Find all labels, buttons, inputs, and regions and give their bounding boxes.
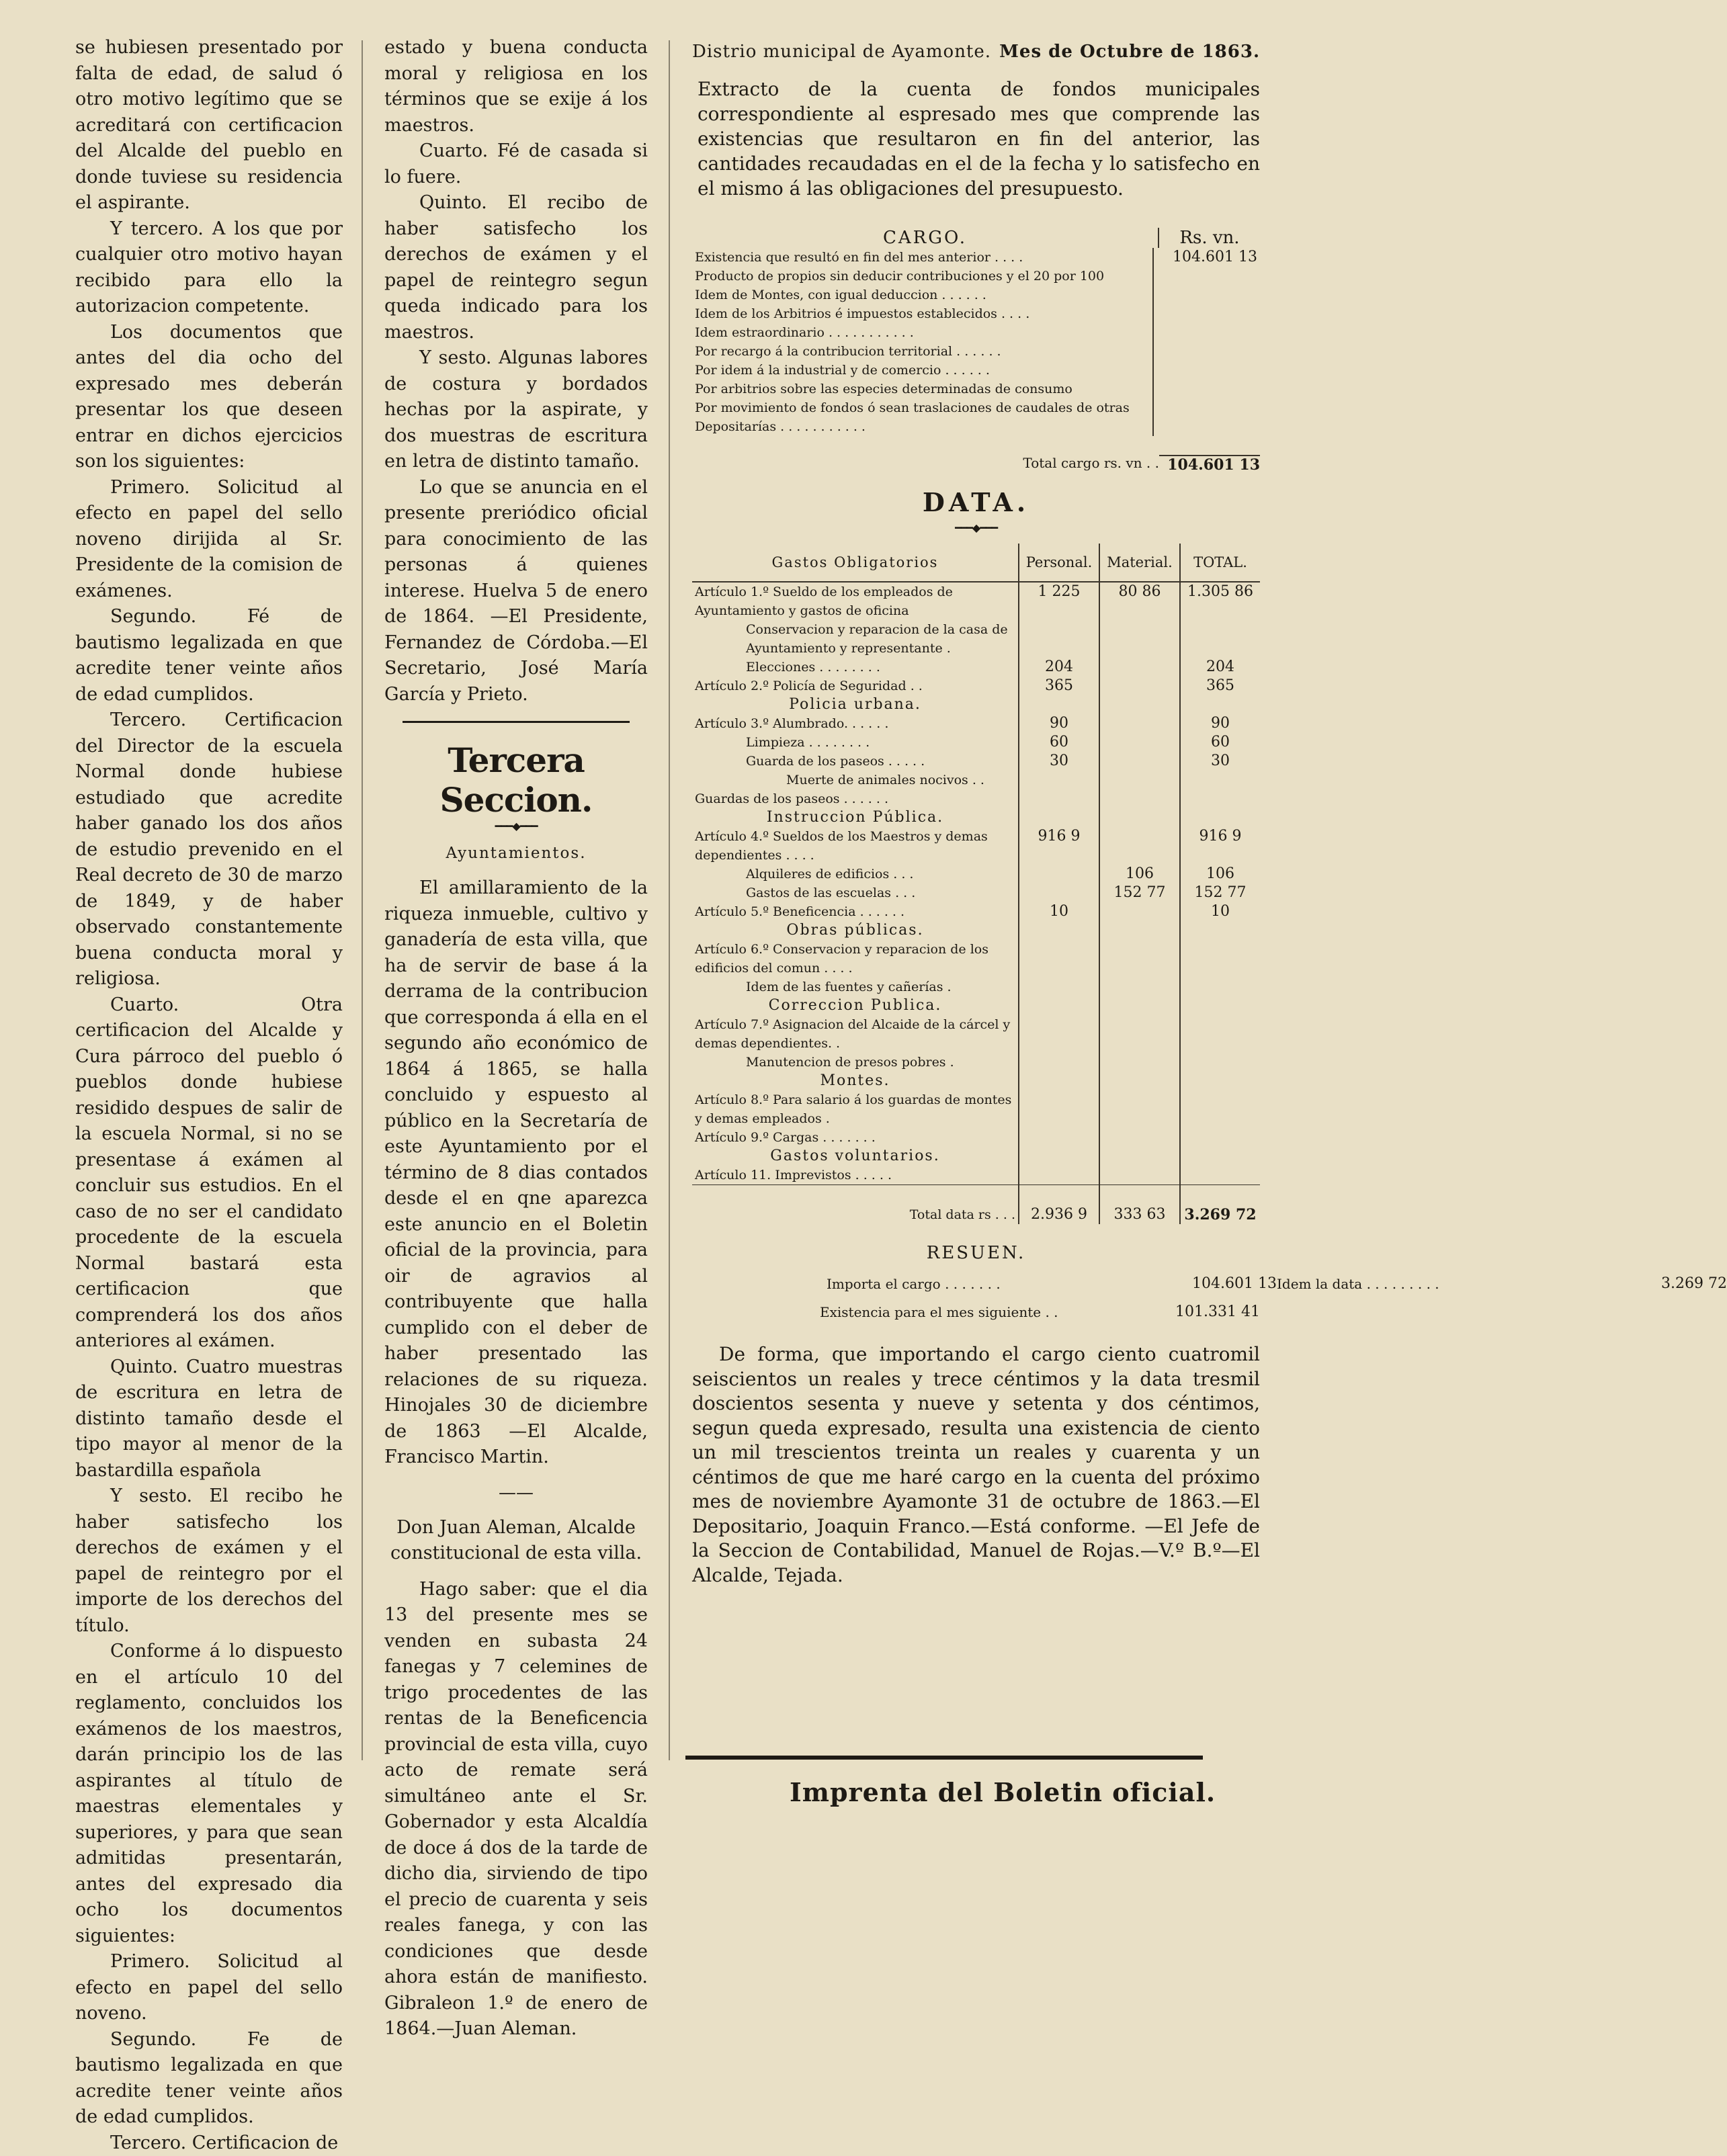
- paragraph: Quinto. Cuatro muestras de escritura en letra de distinto tamaño desde el tipo mayor al menor de la bastardilla española: [75, 1354, 343, 1484]
- cargo-row: [692, 248, 1260, 267]
- data-row-material: [1099, 677, 1180, 695]
- data-row-label: Guarda de los paseos . . . . .: [692, 752, 1019, 771]
- data-row-total: 365: [1180, 677, 1260, 695]
- cargo-row-value: 104.601 13: [1153, 248, 1260, 267]
- existencia-label: Existencia para el mes siguiente . .: [820, 1302, 1135, 1322]
- data-row-personal: 916 9: [1019, 827, 1099, 865]
- cargo-row: [692, 398, 1260, 436]
- data-row-material: 152 77: [1099, 883, 1180, 902]
- data-total-row: [692, 1185, 1260, 1225]
- cargo-table: [692, 248, 1260, 436]
- data-row-label: Muerte de animales nocivos . .: [692, 771, 1019, 789]
- data-row-label: Artículo 2.º Policía de Seguridad . .: [692, 677, 1019, 695]
- ornament: ━━━◆━━━: [692, 521, 1260, 534]
- data-row: [692, 827, 1260, 865]
- paragraph: Los documentos que antes del dia ocho del expresado mes deberán presentar los que deseen entrar en dichos ejercicios son los siguientes:: [75, 320, 343, 475]
- data-row: [692, 1053, 1260, 1072]
- data-row-material: [1099, 1166, 1180, 1185]
- data-row-personal: [1019, 940, 1099, 978]
- data-row: [692, 1166, 1260, 1185]
- data-row: [692, 940, 1260, 978]
- data-row: [692, 714, 1260, 733]
- month-label: Mes de Octubre de 1863.: [999, 42, 1260, 62]
- data-row-total: [1180, 1147, 1260, 1166]
- paragraph: Primero. Solicitud al efecto en papel del sello noveno dirijida al Sr. Presidente de la comision de exámenes.: [75, 475, 343, 605]
- cargo-row-label: Producto de propios sin deducir contribuciones y el 20 por 100: [692, 267, 1153, 286]
- data-row-label: Guardas de los paseos . . . . . .: [692, 789, 1019, 808]
- cargo-row-value: [1153, 380, 1260, 398]
- data-row-label: Obras públicas.: [692, 921, 1019, 940]
- resumen-table: [827, 1274, 1260, 1322]
- data-row-personal: [1019, 1147, 1099, 1166]
- column-2: [384, 35, 648, 2042]
- resumen-row-label: Importa el cargo . . . . . . .: [827, 1274, 1149, 1294]
- data-row-total: [1180, 1072, 1260, 1090]
- data-row-personal: [1019, 808, 1099, 827]
- cargo-total-label: Total cargo rs. vn . .: [1023, 455, 1159, 474]
- data-row-label: Artículo 7.º Asignacion del Alcaide de la cárcel y demas dependientes. .: [692, 1015, 1019, 1053]
- data-row-total: 204: [1180, 658, 1260, 677]
- data-row: [692, 752, 1260, 771]
- cargo-total-value: 104.601 13: [1159, 455, 1260, 474]
- paragraph: Cuarto. Fé de casada si lo fuere.: [384, 138, 648, 190]
- cargo-column-header: Rs. vn.: [1158, 228, 1260, 248]
- data-row-material: [1099, 620, 1180, 658]
- paragraph: Segundo. Fé de bautismo legalizada en que acredite tener veinte años de edad cumplidos.: [75, 604, 343, 707]
- data-row-label: Instruccion Pública.: [692, 808, 1019, 827]
- cargo-total-row: [692, 455, 1260, 474]
- closing-paragraph: De forma, que importando el cargo ciento cuatromil seiscientos un reales y trece céntimos y la data tresmil doscientos sesenta y nueve y setenta y dos céntimos, segun queda expresado, resulta una existencia de ciento un mil trescientos treinta un reales y cuarenta y un céntimos de que me haré cargo en la cuenta del próximo mes de noviembre Ayamonte 31 de octubre de 1863.—El Depositario, Joaquin Franco.—Está conforme. —El Jefe de la Seccion de Contabilidad, Manuel de Rojas.—V.º B.º—El Alcalde, Tejada.: [692, 1342, 1260, 1588]
- paragraph: estado y buena conducta moral y religiosa en los términos que se exije á los maestros.: [384, 35, 648, 138]
- signer-heading: Don Juan Aleman, Alcalde constitucional de esta villa.: [384, 1515, 648, 1566]
- data-row-label: Idem de las fuentes y cañerías .: [692, 978, 1019, 996]
- separator-dash: ——: [384, 1483, 648, 1503]
- data-row-material: [1099, 1072, 1180, 1090]
- data-row: [692, 620, 1260, 658]
- cargo-row: [692, 342, 1260, 361]
- data-row: [692, 1128, 1260, 1147]
- cargo-row-value: [1153, 323, 1260, 342]
- data-row-total: [1180, 1090, 1260, 1128]
- cargo-row: [692, 304, 1260, 323]
- cargo-row-label: Idem de los Arbitrios é impuestos establecidos . . . .: [692, 304, 1153, 323]
- data-row-personal: [1019, 1015, 1099, 1053]
- data-row-material: [1099, 808, 1180, 827]
- data-row-personal: 90: [1019, 714, 1099, 733]
- data-row-total: [1180, 1166, 1260, 1185]
- data-row-material: [1099, 996, 1180, 1015]
- data-row-total: 30: [1180, 752, 1260, 771]
- data-total-total: 3.269 72: [1180, 1185, 1260, 1225]
- data-row-personal: [1019, 1072, 1099, 1090]
- data-row-personal: [1019, 1053, 1099, 1072]
- paragraph: Segundo. Fe de bautismo legalizada en que acredite tener veinte años de edad cumplidos.: [75, 2027, 343, 2130]
- paragraph: Quinto. El recibo de haber satisfecho los derechos de exámen y el papel de reintegro segun queda indicado para los maestros.: [384, 190, 648, 345]
- data-row: [692, 1015, 1260, 1053]
- data-row-material: [1099, 752, 1180, 771]
- data-row-label: Artículo 9.º Cargas . . . . . . .: [692, 1128, 1019, 1147]
- paragraph: Cuarto. Otra certificacion del Alcalde y Cura párroco del pueblo ó pueblos donde hubiese residido despues de salir de la escuela Normal, si no se presentase á exámen al concluir sus estudios. En el caso de no ser el candidato procedente de la escuela Normal bastará esta certificacion que comprenderá los dos años anteriores al exámen.: [75, 992, 343, 1354]
- extracto-text: Extracto de la cuenta de fondos municipales correspondiente al espresado mes que comprende las existencias que resultaron en fin del anterior, las cantidades recaudadas en el de la fecha y lo satisfecho en el mismo á las obligaciones del presupuesto.: [692, 77, 1260, 201]
- paragraph: Y sesto. El recibo he haber satisfecho los derechos de exámen y el papel de reintegro por el importe de los derechos del título.: [75, 1483, 343, 1639]
- data-total-personal: 2.936 9: [1019, 1185, 1099, 1225]
- existencia-value: 101.331 41: [1135, 1302, 1260, 1322]
- data-header-material: Material.: [1099, 544, 1180, 582]
- paragraph: Tercero. Certificacion del Director de la escuela Normal donde hubiese estudiado que acredite haber ganado los dos años de estudio prevenido en el Real decreto de 30 de marzo de 1849, y de haber observado constantemente buena conducta moral y religiosa.: [75, 707, 343, 992]
- data-row-total: [1180, 789, 1260, 808]
- data-table: [692, 544, 1260, 1224]
- data-row-total: [1180, 996, 1260, 1015]
- cargo-row-label: Por movimiento de fondos ó sean traslaciones de caudales de otras Depositarías . . . . . . . . . . .: [692, 398, 1153, 436]
- data-row-total: 152 77: [1180, 883, 1260, 902]
- column-3-accounts: [692, 42, 1260, 1606]
- data-row-label: Manutencion de presos pobres .: [692, 1053, 1019, 1072]
- data-header-concept: Gastos Obligatorios: [692, 544, 1019, 582]
- data-row: [692, 733, 1260, 752]
- data-row: [692, 1147, 1260, 1166]
- cargo-row-value: [1153, 398, 1260, 436]
- cargo-row-label: Existencia que resultó en fin del mes anterior . . . .: [692, 248, 1153, 267]
- data-header-total: TOTAL.: [1180, 544, 1260, 582]
- data-row-total: [1180, 940, 1260, 978]
- data-row-label: Alquileres de edificios . . .: [692, 865, 1019, 883]
- data-row: [692, 771, 1260, 789]
- cargo-row-value: [1153, 361, 1260, 380]
- imprenta-footer: Imprenta del Boletin oficial.: [790, 1777, 1216, 1807]
- data-row: [692, 865, 1260, 883]
- paragraph: Hago saber: que el dia 13 del presente mes se venden en subasta 24 fanegas y 7 celemines de trigo procedentes de las rentas de la Beneficencia provincial de esta villa, cuyo acto de remate será simultáneo ante el Sr. Gobernador y esta Alcaldía de doce á dos de la tarde de dicho dia, sirviendo de tipo el precio de cuarenta y seis reales fanega, y con las condiciones que desde ahora están de manifiesto. Gibraleon 1.º de enero de 1864.—Juan Aleman.: [384, 1577, 648, 2042]
- data-row: [692, 695, 1260, 714]
- data-row-label: Gastos voluntarios.: [692, 1147, 1019, 1166]
- data-row-personal: 30: [1019, 752, 1099, 771]
- data-row-material: [1099, 921, 1180, 940]
- data-row-material: [1099, 1147, 1180, 1166]
- ayuntamientos-heading: Ayuntamientos.: [384, 845, 648, 862]
- gibraleon-notice: [384, 1577, 648, 2042]
- data-row-label: Artículo 1.º Sueldo de los empleados de Ayuntamiento y gastos de oficina: [692, 582, 1019, 620]
- data-row: [692, 658, 1260, 677]
- cargo-title: CARGO.: [692, 228, 1158, 248]
- paragraph: Tercero. Certificacion de: [75, 2130, 343, 2156]
- data-row-label: Artículo 3.º Alumbrado. . . . . .: [692, 714, 1019, 733]
- cargo-row: [692, 286, 1260, 304]
- district-header: [692, 42, 1260, 62]
- data-row-personal: [1019, 789, 1099, 808]
- paragraph: Primero. Solicitud al efecto en papel del sello noveno.: [75, 1949, 343, 2027]
- data-header-personal: Personal.: [1019, 544, 1099, 582]
- data-row-label: Limpieza . . . . . . . .: [692, 733, 1019, 752]
- data-row-total: 60: [1180, 733, 1260, 752]
- paragraph: Lo que se anuncia en el presente preriódico oficial para conocimiento de las personas á quienes interese. Huelva 5 de enero de 1864. —El Presidente, Fernandez de Córdoba.—El Secretario, José María García y Prieto.: [384, 475, 648, 708]
- cargo-row-label: Por idem á la industrial y de comercio . . . . . .: [692, 361, 1153, 380]
- data-row-personal: [1019, 996, 1099, 1015]
- data-row: [692, 1072, 1260, 1090]
- resumen-row-value: 104.601 13: [1149, 1274, 1277, 1294]
- data-row-label: Artículo 11. Imprevistos . . . . .: [692, 1166, 1019, 1185]
- data-title: DATA.: [692, 487, 1260, 517]
- data-row-material: [1099, 789, 1180, 808]
- data-row: [692, 921, 1260, 940]
- section-title: Tercera Seccion.: [384, 740, 648, 820]
- data-row-personal: 1 225: [1019, 582, 1099, 620]
- data-row-total: 106: [1180, 865, 1260, 883]
- data-row: [692, 996, 1260, 1015]
- data-row-material: [1099, 658, 1180, 677]
- data-row-personal: [1019, 695, 1099, 714]
- data-row-material: [1099, 1128, 1180, 1147]
- cargo-row-label: Por recargo á la contribucion territorial . . . . . .: [692, 342, 1153, 361]
- data-row-material: [1099, 978, 1180, 996]
- data-row-label: Correccion Publica.: [692, 996, 1019, 1015]
- data-row: [692, 978, 1260, 996]
- cargo-row-label: Idem de Montes, con igual deduccion . . . . . .: [692, 286, 1153, 304]
- data-row-total: 916 9: [1180, 827, 1260, 865]
- data-total-label: Total data rs . . .: [692, 1185, 1019, 1225]
- data-row-material: [1099, 1090, 1180, 1128]
- footer-rule: [685, 1756, 1203, 1760]
- paragraph: Y sesto. Algunas labores de costura y bordados hechas por la aspirate, y dos muestras de escritura en letra de distinto tamaño.: [384, 345, 648, 475]
- cargo-section: [692, 228, 1260, 474]
- data-row-total: [1180, 1015, 1260, 1053]
- data-row-material: [1099, 1015, 1180, 1053]
- resumen-title: RESUEN.: [692, 1243, 1260, 1263]
- hinojales-notice: [384, 875, 648, 1471]
- data-row-label: Artículo 5.º Beneficencia . . . . . .: [692, 902, 1019, 921]
- data-row-material: [1099, 902, 1180, 921]
- data-row-total: [1180, 1053, 1260, 1072]
- data-row-total: [1180, 978, 1260, 996]
- data-row-total: [1180, 695, 1260, 714]
- paragraph: Y tercero. A los que por cualquier otro motivo hayan recibido para ello la autorizacion competente.: [75, 216, 343, 320]
- data-row-total: 1.305 86: [1180, 582, 1260, 620]
- column-1: [75, 35, 343, 2156]
- cargo-row-value: [1153, 286, 1260, 304]
- data-total-material: 333 63: [1099, 1185, 1180, 1225]
- data-row-material: 106: [1099, 865, 1180, 883]
- data-row-total: 10: [1180, 902, 1260, 921]
- data-row-total: [1180, 808, 1260, 827]
- data-row-label: Artículo 6.º Conservacion y reparacion de los edificios del comun . . . .: [692, 940, 1019, 978]
- data-row: [692, 1090, 1260, 1128]
- data-row-material: [1099, 940, 1180, 978]
- data-row-personal: 10: [1019, 902, 1099, 921]
- data-row-total: [1180, 771, 1260, 789]
- ornament: ━━━◆━━━: [384, 820, 648, 832]
- data-row-label: Montes.: [692, 1072, 1019, 1090]
- cargo-row-value: [1153, 267, 1260, 286]
- data-row-material: [1099, 771, 1180, 789]
- data-row-personal: [1019, 1166, 1099, 1185]
- resumen-row: [1277, 1274, 1727, 1294]
- cargo-row: [692, 361, 1260, 380]
- data-row-material: [1099, 1053, 1180, 1072]
- paragraph: se hubiesen presentado por falta de edad, de salud ó otro motivo legítimo que se acreditará con certificacion del Alcalde del pueblo en donde tuviese su residencia el aspirante.: [75, 35, 343, 216]
- data-row: [692, 582, 1260, 620]
- column-divider: [669, 40, 670, 1760]
- data-row-personal: 60: [1019, 733, 1099, 752]
- data-row-personal: [1019, 771, 1099, 789]
- data-row: [692, 902, 1260, 921]
- data-row-material: [1099, 714, 1180, 733]
- data-row-total: [1180, 921, 1260, 940]
- data-row-personal: [1019, 883, 1099, 902]
- data-row: [692, 883, 1260, 902]
- data-row-personal: 204: [1019, 658, 1099, 677]
- cargo-row-value: [1153, 342, 1260, 361]
- data-row-label: Policia urbana.: [692, 695, 1019, 714]
- paragraph: El amillaramiento de la riqueza inmueble, cultivo y ganadería de esta villa, que ha de servir de base á la derrama de la contribucion que corresponda á ella en el segundo año económico de 1864 á 1865, se halla concluido y espuesto al público en la Secretaría de este Ayuntamiento por el término de 8 dias contados desde el en qne aparezca este anuncio en el Boletin oficial de la provincia, para oir de agravios al contribuyente que halla cumplido con el deber de haber presentado las relaciones de su riqueza. Hinojales 30 de diciembre de 1863 —El Alcalde, Francisco Martin.: [384, 875, 648, 1471]
- data-row-label: Elecciones . . . . . . . .: [692, 658, 1019, 677]
- cargo-row-label: Idem estraordinario . . . . . . . . . . .: [692, 323, 1153, 342]
- column-divider: [362, 40, 363, 1760]
- data-row-label: Gastos de las escuelas . . .: [692, 883, 1019, 902]
- data-row-personal: [1019, 1128, 1099, 1147]
- paragraph: Conforme á lo dispuesto en el artículo 10 del reglamento, concluidos los exámenos de los maestros, darán principio los de las aspirantes al título de maestras elementales y superiores, y para que sean admitidas presentarán, antes del expresado dia ocho los documentos siguientes:: [75, 1639, 343, 1949]
- cargo-row-value: [1153, 304, 1260, 323]
- cargo-row: [692, 380, 1260, 398]
- resumen-row: [827, 1274, 1277, 1294]
- data-row-label: Conservacion y reparacion de la casa de Ayuntamiento y representante .: [692, 620, 1019, 658]
- existencia-row: [820, 1302, 1260, 1322]
- data-row-personal: [1019, 620, 1099, 658]
- resumen-row-value: 3.269 72: [1599, 1274, 1727, 1294]
- data-row-personal: [1019, 978, 1099, 996]
- data-row-label: Artículo 4.º Sueldos de los Maestros y demas dependientes . . . .: [692, 827, 1019, 865]
- data-row-personal: [1019, 865, 1099, 883]
- data-row-personal: [1019, 921, 1099, 940]
- section-rule: [403, 721, 629, 723]
- data-row-material: [1099, 695, 1180, 714]
- data-row-total: [1180, 620, 1260, 658]
- data-row-personal: 365: [1019, 677, 1099, 695]
- data-row-label: Artículo 8.º Para salario á los guardas de montes y demas empleados .: [692, 1090, 1019, 1128]
- data-row-personal: [1019, 1090, 1099, 1128]
- cargo-row-label: Por arbitrios sobre las especies determinadas de consumo: [692, 380, 1153, 398]
- data-row-material: [1099, 733, 1180, 752]
- exam-notice-continued: [384, 35, 648, 707]
- cargo-row: [692, 323, 1260, 342]
- data-row-total: 90: [1180, 714, 1260, 733]
- district-name: Distrio municipal de Ayamonte.: [692, 42, 991, 62]
- resumen-row-label: Idem la data . . . . . . . . .: [1277, 1274, 1599, 1294]
- data-row: [692, 677, 1260, 695]
- cargo-row: [692, 267, 1260, 286]
- data-row-material: [1099, 827, 1180, 865]
- data-row-total: [1180, 1128, 1260, 1147]
- data-row: [692, 789, 1260, 808]
- data-row: [692, 808, 1260, 827]
- data-row-material: 80 86: [1099, 582, 1180, 620]
